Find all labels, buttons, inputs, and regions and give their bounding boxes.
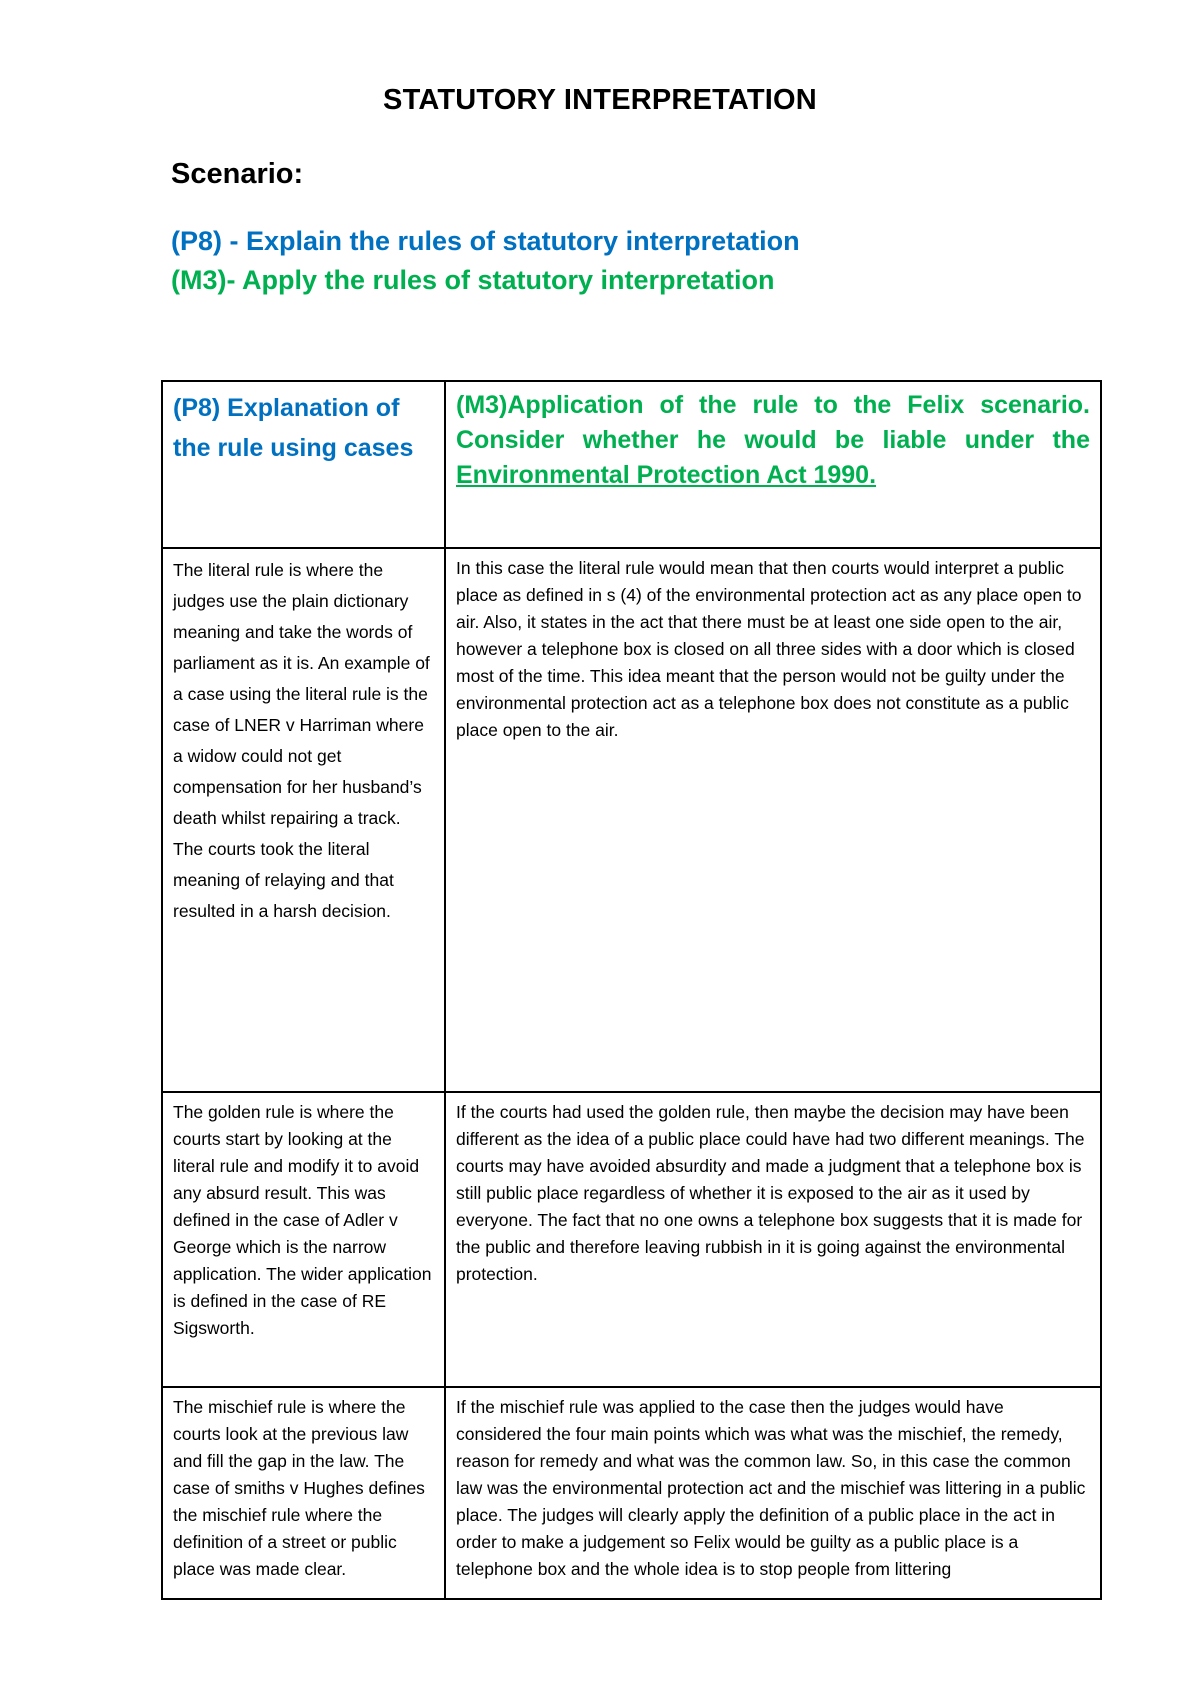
header-application-text: (M3)Application of the rule to the Felix scenario. Consider whether he would be liable under the — [456, 391, 1090, 454]
cell-application-mischief — [445, 1387, 1101, 1599]
header-cell-application — [445, 381, 1101, 548]
explanation-golden: The golden rule is where the courts start by looking at the literal rule and modify it to avoid any absurd result. This was defined in the case of Adler v George which is the narrow application. The wider application is defined in the case of RE Sigsworth. — [173, 1102, 432, 1338]
scenario-label: Scenario: — [171, 158, 304, 190]
cell-explanation-literal — [162, 548, 445, 1092]
cell-explanation-mischief — [162, 1387, 445, 1599]
objective-m3: (M3)- Apply the rules of statutory interpretation — [171, 265, 775, 295]
explanation-literal: The literal rule is where the judges use the plain dictionary meaning and take the words of parliament as it is. An example of a case using the literal rule is the case of LNER v Harriman where a widow could not get compensation for her husband’s death whilst repairing a track. The courts took the literal meaning of relaying and that resulted in a harsh decision. — [173, 560, 430, 921]
document-title: STATUTORY INTERPRETATION — [383, 84, 817, 116]
cell-application-literal — [445, 548, 1101, 1092]
table-row-mischief-rule — [162, 1387, 1101, 1599]
header-explanation: (P8) Explanation of the rule using cases — [173, 394, 414, 462]
application-golden: If the courts had used the golden rule, then maybe the decision may have been different as the idea of a public place could have had two different meanings. The courts may have avoided absurdity and made a judgment that a telephone box is still public place regardless of whether it is exposed to the air as it used by everyone. The fact that no one owns a telephone box suggests that it is made for the public and therefore leaving rubbish in it is going against the environmental protection. — [456, 1102, 1085, 1284]
objective-p8: (P8) - Explain the rules of statutory interpretation — [171, 226, 800, 256]
interpretation-table — [161, 380, 1102, 1600]
table-header-row — [162, 381, 1101, 548]
application-literal: In this case the literal rule would mean that then courts would interpret a public place as defined in s (4) of the environmental protection act as any place open to air. Also, it states in the act that there must be at least one side open to the air, however a telephone box is closed on all three sides with a door which is closed most of the time. This idea meant that the person would not be guilty under the environmental protection act as a telephone box does not constitute as a public place open to the air. — [456, 558, 1082, 740]
header-application-act: Environmental Protection Act 1990. — [456, 461, 877, 489]
header-cell-explanation — [162, 381, 445, 548]
explanation-mischief: The mischief rule is where the courts look at the previous law and fill the gap in the law. The case of smiths v Hughes defines the mischief rule where the definition of a street or public place was made clear. — [173, 1397, 425, 1579]
cell-explanation-golden — [162, 1092, 445, 1387]
table-row-golden-rule — [162, 1092, 1101, 1387]
table-row-literal-rule — [162, 548, 1101, 1092]
header-application — [456, 388, 1090, 493]
application-mischief: If the mischief rule was applied to the case then the judges would have considered the four main points which was what was the mischief, the remedy, reason for remedy and what was the common law. So, in this case the common law was the environmental protection act and the mischief was littering in a public place. The judges will clearly apply the definition of a public place in the act in order to make a judgement so Felix would be guilty as a public place is a telephone box and the whole idea is to stop people from littering — [456, 1397, 1086, 1579]
cell-application-golden — [445, 1092, 1101, 1387]
